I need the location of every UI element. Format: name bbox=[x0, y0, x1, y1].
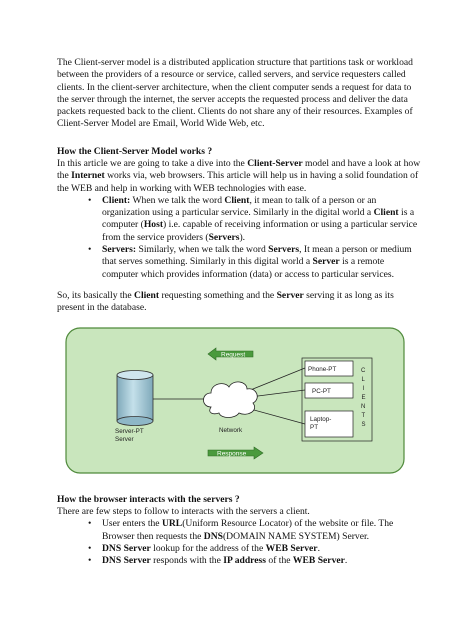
clients-letter: T bbox=[361, 413, 366, 419]
client-phone-label: Phone-PT bbox=[308, 366, 337, 373]
section1-body bbox=[57, 158, 421, 281]
section-heading-how-it-works: How the Client-Server Model works ? bbox=[57, 146, 213, 157]
client-pc-box bbox=[305, 383, 353, 398]
request-label: Request bbox=[221, 351, 246, 359]
list-item-client: • Client: When we talk the word Client, it mean to talk of a person or an organization using a particular service. Similarly in the digital world a Client is a computer (Host) i.e. capable of receiving information or using a particular service from the service providers (Servers). bbox=[102, 195, 421, 244]
response-label: Response bbox=[217, 450, 247, 458]
server-label-1: Server-PT bbox=[115, 428, 144, 435]
section1-paragraph: In this article we are going to take a dive into the Client-Server model and have a look at how the Internet works via, web browsers. This article will help us in having a solid foundation of the WEB and help in working with WEB technologies with ease. bbox=[57, 158, 421, 194]
client-laptop-box bbox=[305, 411, 353, 437]
intro-paragraph: The Client-server model is a distributed application structure that partitions task or workload between the providers of a resource or service, called servers, and service requesters called clients. In the client-server architecture, when the client computer sends a request for data to the server through the internet, the server accepts the requested process and deliver the data packets requested back to the client. Clients do not share any of their resources. Examples of Client-Server Model are Email, World Wide Web, etc. bbox=[57, 57, 413, 130]
section2-body bbox=[57, 506, 421, 567]
clients-letter: N bbox=[361, 404, 366, 410]
steps-list bbox=[57, 518, 421, 567]
client-pc-label: PC-PT bbox=[312, 388, 331, 395]
clients-letter: I bbox=[362, 386, 365, 392]
client-server-diagram bbox=[65, 327, 405, 474]
clients-letter: E bbox=[361, 395, 366, 401]
list-item-step-2: • DNS Server lookup for the address of the WEB Server. bbox=[102, 543, 421, 555]
server-icon bbox=[117, 371, 153, 426]
clients-letter: C bbox=[361, 368, 366, 374]
client-phone-box bbox=[305, 361, 353, 376]
section2-intro: There are few steps to follow to interacts with the servers a client. bbox=[57, 506, 310, 517]
client-laptop-label-1: Laptop- bbox=[310, 416, 332, 423]
list-item-step-3: • DNS Server responds with the IP address of the WEB Server. bbox=[102, 555, 421, 567]
definition-list bbox=[57, 195, 421, 281]
list-item-step-1: • User enters the URL(Uniform Resource Locator) of the website or file. The Browser then requests the DNS(DOMAIN NAME SYSTEM) Server. bbox=[102, 518, 421, 543]
server-label-2: Server bbox=[115, 436, 134, 443]
section-heading-browser: How the browser interacts with the servers ? bbox=[57, 494, 240, 505]
summary-paragraph: So, its basically the Client requesting something and the Server serving it as long as its present in the database. bbox=[57, 290, 394, 314]
clients-letter: S bbox=[361, 422, 366, 428]
clients-letter: L bbox=[361, 377, 365, 383]
list-item-servers: • Servers: Similarly, when we talk the word Servers, It mean a person or medium that serves something. Similarly in this digital world a Server is a remote computer which provides information (data) or access to particular services. bbox=[102, 244, 421, 281]
client-laptop-label-2: PT bbox=[310, 424, 319, 431]
network-label: Network bbox=[219, 427, 243, 434]
